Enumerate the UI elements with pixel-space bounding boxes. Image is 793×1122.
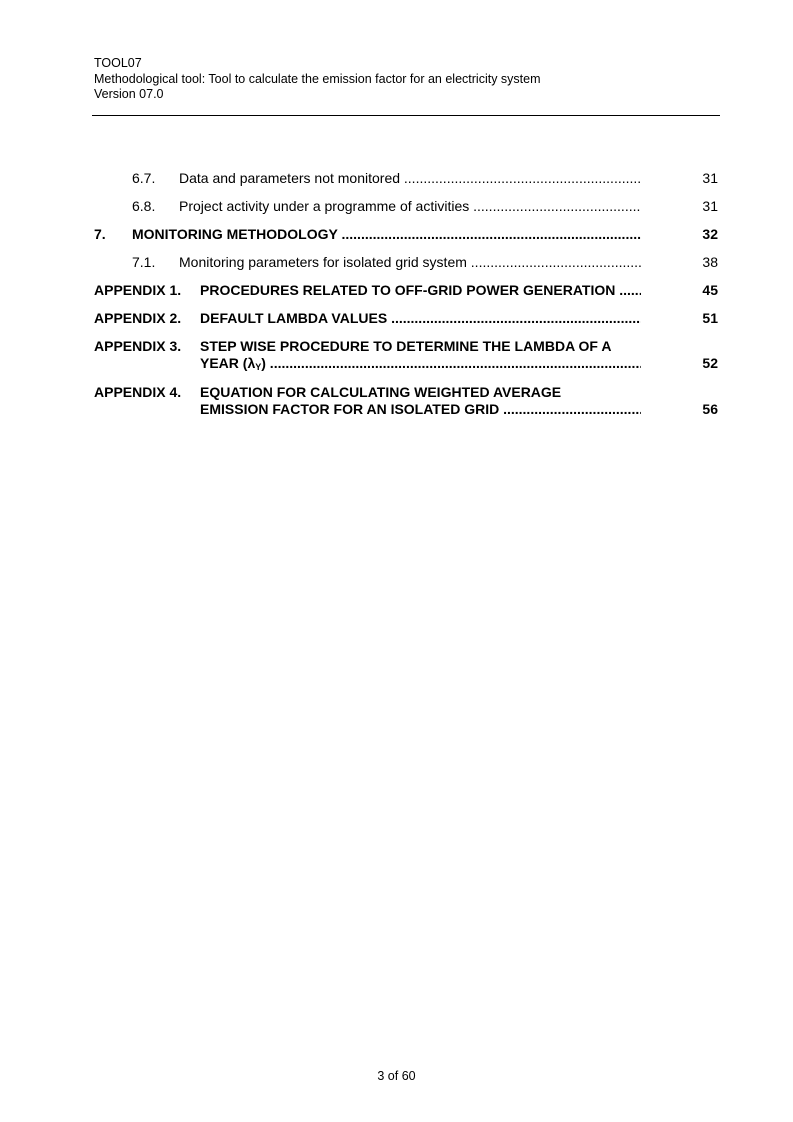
toc-entry-6-8[interactable] [132, 198, 718, 215]
toc-number: 7. [94, 226, 106, 242]
toc-entry-7[interactable] [94, 226, 718, 243]
toc-entry-appendix-1[interactable] [94, 282, 718, 299]
toc-title: Monitoring parameters for isolated grid system ..... [179, 254, 641, 271]
toc-number: 6.7. [132, 170, 156, 186]
toc-number: APPENDIX 4. [94, 384, 182, 400]
toc-number: 7.1. [132, 254, 156, 270]
tool-title: Methodological tool: Tool to calculate the emission factor for an electricity system [94, 71, 541, 86]
toc-entry-7-1[interactable] [132, 254, 718, 271]
toc-page-number: 56 [702, 401, 718, 417]
toc-entry-appendix-3[interactable] [94, 338, 718, 372]
page-header [94, 56, 720, 103]
toc-page-number: 52 [702, 355, 718, 371]
toc-title: Data and parameters not monitored ..... [179, 170, 641, 187]
toc-title: MONITORING METHODOLOGY ..... [132, 226, 641, 243]
page-footer [0, 1069, 793, 1084]
toc-number: APPENDIX 3. [94, 338, 182, 354]
toc-title-line-1: EQUATION FOR CALCULATING WEIGHTED AVERAGE [200, 384, 562, 400]
header-divider [92, 115, 720, 116]
toc-page-number: 31 [702, 170, 718, 186]
toc-entry-appendix-2[interactable] [94, 310, 718, 327]
tool-id: TOOL07 [94, 56, 142, 70]
toc-entry-6-7[interactable] [132, 170, 718, 187]
toc-number: APPENDIX 2. [94, 310, 182, 326]
toc-entry-appendix-4[interactable] [94, 384, 718, 418]
toc-title-line-2: EMISSION FACTOR FOR AN ISOLATED GRID ..... [200, 401, 641, 418]
toc-title-prefix: YEAR (λ [200, 355, 256, 371]
toc-page-number: 32 [702, 226, 718, 242]
toc-title-line-2 [200, 355, 641, 372]
toc-page-number: 38 [702, 254, 718, 270]
tool-version: Version 07.0 [94, 87, 164, 101]
toc-title: PROCEDURES RELATED TO OFF-GRID POWER GENERATION ..... [200, 282, 641, 299]
toc-number: APPENDIX 1. [94, 282, 182, 298]
toc-title-subscript: Y [255, 362, 262, 372]
toc-title-line-1: STEP WISE PROCEDURE TO DETERMINE THE LAMBDA OF A [200, 338, 612, 354]
toc-title: DEFAULT LAMBDA VALUES ..... [200, 310, 641, 327]
toc-page-number: 51 [702, 310, 718, 326]
toc-title-suffix: ) [261, 355, 266, 371]
toc-page-number: 45 [702, 282, 718, 298]
toc-page-number: 31 [702, 198, 718, 214]
page-number-label: 3 of 60 [377, 1069, 416, 1083]
toc-number: 6.8. [132, 198, 156, 214]
toc-title: Project activity under a programme of activities ..... [179, 198, 641, 215]
